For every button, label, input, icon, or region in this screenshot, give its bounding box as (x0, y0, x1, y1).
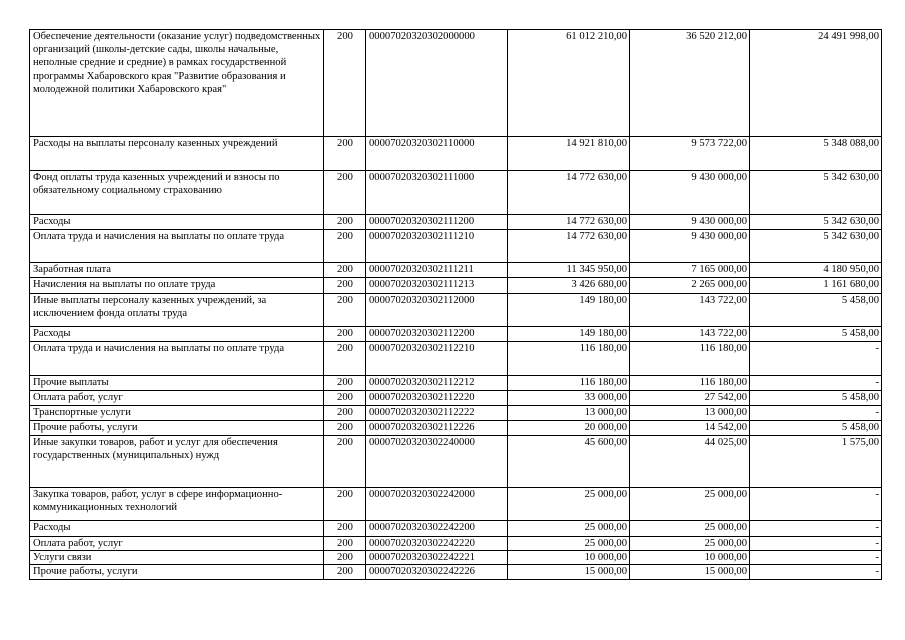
row-executed-cell: 9 430 000,00 (630, 215, 750, 230)
row-executed-cell: 25 000,00 (630, 521, 750, 537)
row-kbk-cell: 00007020320302111000 (366, 171, 508, 215)
row-name-cell: Оплата работ, услуг (30, 391, 324, 406)
row-name-cell: Иные выплаты персоналу казенных учреждений, за исключением фонда оплаты труда (30, 294, 324, 327)
table-row (30, 406, 882, 421)
row-unexecuted-cell: - (750, 406, 882, 421)
row-approved-cell: 14 772 630,00 (508, 215, 630, 230)
row-unexecuted-cell: 1 575,00 (750, 436, 882, 488)
row-unexecuted-cell: 5 458,00 (750, 294, 882, 327)
row-code-cell: 200 (324, 488, 366, 521)
table-row (30, 278, 882, 294)
table-row (30, 294, 882, 327)
row-name-cell: Транспортные услуги (30, 406, 324, 421)
row-code-cell: 200 (324, 137, 366, 171)
table-row (30, 30, 882, 137)
row-kbk-cell: 00007020320302112000 (366, 294, 508, 327)
row-kbk-cell: 00007020320302112220 (366, 391, 508, 406)
row-code-cell: 200 (324, 30, 366, 137)
row-executed-cell: 15 000,00 (630, 565, 750, 580)
row-executed-cell: 13 000,00 (630, 406, 750, 421)
row-approved-cell: 14 921 810,00 (508, 137, 630, 171)
row-unexecuted-cell: 1 161 680,00 (750, 278, 882, 294)
row-executed-cell: 9 573 722,00 (630, 137, 750, 171)
row-code-cell: 200 (324, 215, 366, 230)
row-code-cell: 200 (324, 342, 366, 376)
row-approved-cell: 149 180,00 (508, 294, 630, 327)
row-code-cell: 200 (324, 551, 366, 565)
row-unexecuted-cell: 5 458,00 (750, 421, 882, 436)
row-code-cell: 200 (324, 327, 366, 342)
row-executed-cell: 116 180,00 (630, 376, 750, 391)
row-approved-cell: 25 000,00 (508, 488, 630, 521)
row-code-cell: 200 (324, 391, 366, 406)
row-executed-cell: 143 722,00 (630, 327, 750, 342)
row-kbk-cell: 00007020320302242220 (366, 537, 508, 551)
row-approved-cell: 20 000,00 (508, 421, 630, 436)
row-code-cell: 200 (324, 230, 366, 263)
row-code-cell: 200 (324, 436, 366, 488)
row-approved-cell: 13 000,00 (508, 406, 630, 421)
row-executed-cell: 25 000,00 (630, 537, 750, 551)
row-executed-cell: 14 542,00 (630, 421, 750, 436)
row-code-cell: 200 (324, 263, 366, 278)
table-row (30, 537, 882, 551)
row-unexecuted-cell: 5 342 630,00 (750, 230, 882, 263)
row-name-cell: Расходы (30, 327, 324, 342)
row-unexecuted-cell: 5 342 630,00 (750, 215, 882, 230)
row-executed-cell: 2 265 000,00 (630, 278, 750, 294)
row-name-cell: Начисления на выплаты по оплате труда (30, 278, 324, 294)
row-code-cell: 200 (324, 421, 366, 436)
row-name-cell: Расходы на выплаты персоналу казенных учреждений (30, 137, 324, 171)
row-unexecuted-cell: 5 458,00 (750, 391, 882, 406)
row-name-cell: Расходы (30, 215, 324, 230)
row-name-cell: Закупка товаров, работ, услуг в сфере информационно-коммуникационных технологий (30, 488, 324, 521)
row-approved-cell: 11 345 950,00 (508, 263, 630, 278)
row-name-cell: Оплата труда и начисления на выплаты по оплате труда (30, 342, 324, 376)
row-unexecuted-cell: 5 348 088,00 (750, 137, 882, 171)
row-approved-cell: 15 000,00 (508, 565, 630, 580)
row-kbk-cell: 00007020320302112210 (366, 342, 508, 376)
row-code-cell: 200 (324, 294, 366, 327)
row-unexecuted-cell: 5 342 630,00 (750, 171, 882, 215)
row-executed-cell: 25 000,00 (630, 488, 750, 521)
row-code-cell: 200 (324, 278, 366, 294)
row-kbk-cell: 00007020320302240000 (366, 436, 508, 488)
row-code-cell: 200 (324, 521, 366, 537)
row-executed-cell: 9 430 000,00 (630, 230, 750, 263)
table-row (30, 565, 882, 580)
table-row (30, 215, 882, 230)
row-kbk-cell: 00007020320302111210 (366, 230, 508, 263)
row-approved-cell: 14 772 630,00 (508, 171, 630, 215)
row-kbk-cell: 00007020320302242200 (366, 521, 508, 537)
table-row (30, 137, 882, 171)
row-approved-cell: 25 000,00 (508, 537, 630, 551)
row-unexecuted-cell: - (750, 565, 882, 580)
table-row (30, 376, 882, 391)
row-code-cell: 200 (324, 406, 366, 421)
row-approved-cell: 149 180,00 (508, 327, 630, 342)
row-approved-cell: 116 180,00 (508, 342, 630, 376)
row-name-cell: Оплата работ, услуг (30, 537, 324, 551)
table-row (30, 342, 882, 376)
row-executed-cell: 44 025,00 (630, 436, 750, 488)
table-row (30, 551, 882, 565)
row-code-cell: 200 (324, 565, 366, 580)
row-executed-cell: 9 430 000,00 (630, 171, 750, 215)
row-unexecuted-cell: - (750, 376, 882, 391)
table-row (30, 391, 882, 406)
row-approved-cell: 61 012 210,00 (508, 30, 630, 137)
row-unexecuted-cell: - (750, 342, 882, 376)
row-unexecuted-cell: - (750, 551, 882, 565)
table-row (30, 230, 882, 263)
row-name-cell: Прочие выплаты (30, 376, 324, 391)
row-unexecuted-cell: 4 180 950,00 (750, 263, 882, 278)
row-kbk-cell: 00007020320302242221 (366, 551, 508, 565)
row-approved-cell: 14 772 630,00 (508, 230, 630, 263)
row-kbk-cell: 00007020320302112222 (366, 406, 508, 421)
row-code-cell: 200 (324, 376, 366, 391)
row-kbk-cell: 00007020320302111213 (366, 278, 508, 294)
row-name-cell: Прочие работы, услуги (30, 421, 324, 436)
row-kbk-cell: 00007020320302242000 (366, 488, 508, 521)
table-row (30, 327, 882, 342)
row-name-cell: Расходы (30, 521, 324, 537)
row-unexecuted-cell: 5 458,00 (750, 327, 882, 342)
row-kbk-cell: 00007020320302111211 (366, 263, 508, 278)
row-executed-cell: 27 542,00 (630, 391, 750, 406)
table-row (30, 488, 882, 521)
row-unexecuted-cell: - (750, 488, 882, 521)
row-approved-cell: 33 000,00 (508, 391, 630, 406)
row-kbk-cell: 00007020320302242226 (366, 565, 508, 580)
row-approved-cell: 25 000,00 (508, 521, 630, 537)
row-approved-cell: 45 600,00 (508, 436, 630, 488)
row-executed-cell: 7 165 000,00 (630, 263, 750, 278)
table-row (30, 436, 882, 488)
row-approved-cell: 3 426 680,00 (508, 278, 630, 294)
table-row (30, 263, 882, 278)
row-unexecuted-cell: 24 491 998,00 (750, 30, 882, 137)
row-name-cell: Обеспечение деятельности (оказание услуг) подведомственных организаций (школы-детские сады, школы начальные, неполные средние и средние) в рамках государственной программы Хабаровского края "Развитие образования и молодежной политики Хабаровского края" (30, 30, 324, 137)
row-unexecuted-cell: - (750, 521, 882, 537)
row-kbk-cell: 00007020320302110000 (366, 137, 508, 171)
row-kbk-cell: 00007020320302112200 (366, 327, 508, 342)
row-executed-cell: 116 180,00 (630, 342, 750, 376)
row-name-cell: Фонд оплаты труда казенных учреждений и взносы по обязательному социальному страхованию (30, 171, 324, 215)
row-executed-cell: 36 520 212,00 (630, 30, 750, 137)
row-code-cell: 200 (324, 171, 366, 215)
table-row (30, 521, 882, 537)
row-name-cell: Заработная плата (30, 263, 324, 278)
table-row (30, 171, 882, 215)
row-name-cell: Оплата труда и начисления на выплаты по оплате труда (30, 230, 324, 263)
row-kbk-cell: 00007020320302112212 (366, 376, 508, 391)
row-kbk-cell: 00007020320302112226 (366, 421, 508, 436)
row-executed-cell: 10 000,00 (630, 551, 750, 565)
row-kbk-cell: 00007020320302000000 (366, 30, 508, 137)
row-name-cell: Прочие работы, услуги (30, 565, 324, 580)
row-code-cell: 200 (324, 537, 366, 551)
row-unexecuted-cell: - (750, 537, 882, 551)
budget-execution-table (29, 29, 882, 580)
row-name-cell: Иные закупки товаров, работ и услуг для обеспечения государственных (муниципальных) нужд (30, 436, 324, 488)
row-approved-cell: 116 180,00 (508, 376, 630, 391)
row-name-cell: Услуги связи (30, 551, 324, 565)
table-row (30, 421, 882, 436)
row-executed-cell: 143 722,00 (630, 294, 750, 327)
row-kbk-cell: 00007020320302111200 (366, 215, 508, 230)
row-approved-cell: 10 000,00 (508, 551, 630, 565)
